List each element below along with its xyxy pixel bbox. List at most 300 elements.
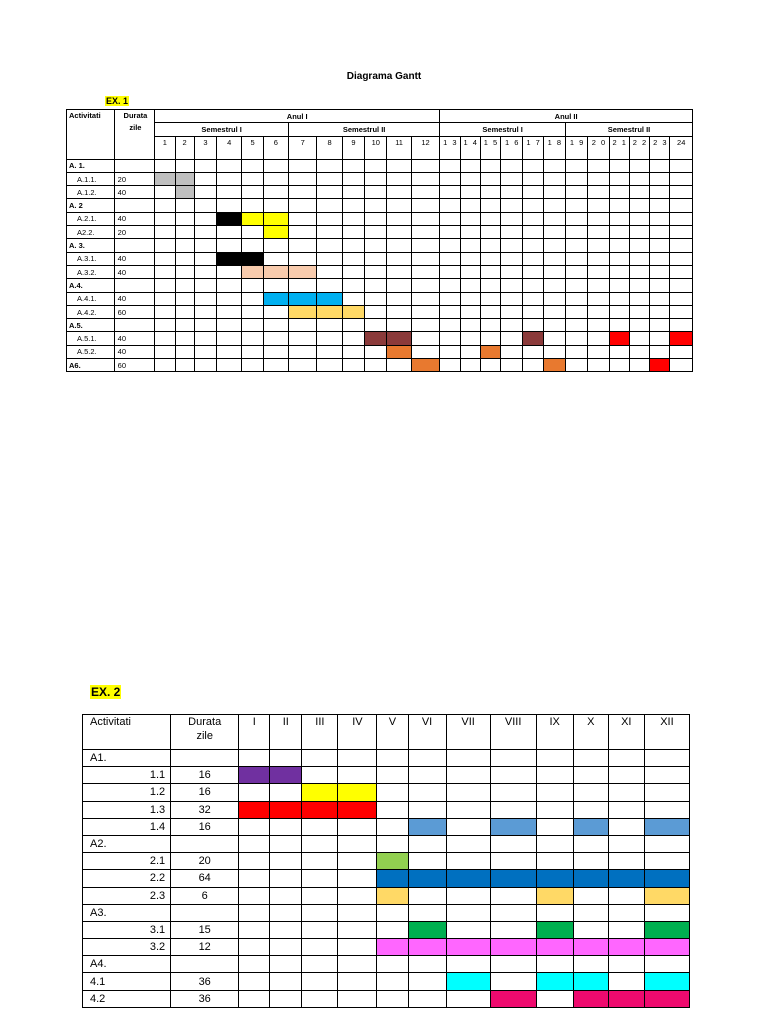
gantt-empty-cell bbox=[263, 239, 288, 252]
gantt-empty-cell bbox=[543, 345, 565, 358]
gantt-empty-cell bbox=[411, 172, 439, 185]
gantt-empty-cell bbox=[588, 199, 609, 212]
gantt-empty-cell bbox=[342, 292, 364, 305]
col-header-activity: Activitati bbox=[67, 110, 115, 160]
gantt-bar-cell bbox=[644, 973, 689, 990]
gantt-empty-cell bbox=[302, 921, 338, 938]
gantt-empty-cell bbox=[644, 904, 689, 921]
month-header: 5 bbox=[242, 136, 263, 159]
gantt-empty-cell bbox=[629, 159, 649, 172]
gantt-empty-cell bbox=[175, 319, 194, 332]
gantt-empty-cell bbox=[365, 305, 387, 318]
gantt-bar-cell bbox=[377, 870, 408, 887]
gantt-empty-cell bbox=[670, 252, 693, 265]
gantt-empty-cell bbox=[377, 818, 408, 835]
gantt-empty-cell bbox=[460, 212, 480, 225]
activity-label: A.4. bbox=[67, 279, 115, 292]
gantt-bar-cell bbox=[536, 870, 573, 887]
gantt-empty-cell bbox=[217, 279, 242, 292]
duration-cell bbox=[114, 319, 155, 332]
gantt-bar-cell bbox=[338, 801, 377, 818]
gantt-empty-cell bbox=[317, 319, 342, 332]
duration-cell: 36 bbox=[171, 990, 239, 1007]
gantt-empty-cell bbox=[608, 887, 644, 904]
gantt-empty-cell bbox=[523, 252, 543, 265]
gantt-empty-cell bbox=[440, 239, 460, 252]
gantt-empty-cell bbox=[302, 853, 338, 870]
gantt-empty-cell bbox=[650, 279, 670, 292]
gantt-empty-cell bbox=[242, 292, 263, 305]
gantt-empty-cell bbox=[480, 226, 500, 239]
ex1-activity-row bbox=[67, 172, 693, 185]
gantt-empty-cell bbox=[629, 252, 649, 265]
month-header: II bbox=[270, 715, 302, 750]
gantt-empty-cell bbox=[629, 212, 649, 225]
gantt-empty-cell bbox=[670, 292, 693, 305]
duration-cell: 40 bbox=[114, 212, 155, 225]
gantt-empty-cell bbox=[175, 345, 194, 358]
gantt-empty-cell bbox=[289, 239, 317, 252]
gantt-empty-cell bbox=[650, 319, 670, 332]
month-header: 2 0 bbox=[588, 136, 609, 159]
gantt-table-ex1 bbox=[66, 109, 693, 372]
gantt-empty-cell bbox=[270, 750, 302, 767]
exercise-1-label: EX. 1 bbox=[106, 96, 129, 106]
activity-label: 1.3 bbox=[83, 801, 171, 818]
gantt-empty-cell bbox=[565, 265, 587, 278]
gantt-empty-cell bbox=[408, 750, 446, 767]
gantt-empty-cell bbox=[523, 212, 543, 225]
gantt-empty-cell bbox=[501, 345, 523, 358]
gantt-bar-cell bbox=[289, 305, 317, 318]
activity-label: A.3.2. bbox=[67, 265, 115, 278]
gantt-empty-cell bbox=[501, 279, 523, 292]
gantt-empty-cell bbox=[608, 921, 644, 938]
month-header: 6 bbox=[263, 136, 288, 159]
gantt-empty-cell bbox=[480, 199, 500, 212]
gantt-empty-cell bbox=[588, 172, 609, 185]
gantt-bar-cell bbox=[670, 332, 693, 345]
col-header-duration: Durata zile bbox=[171, 715, 239, 750]
gantt-empty-cell bbox=[480, 305, 500, 318]
ex2-activity-row bbox=[83, 956, 690, 973]
duration-cell bbox=[171, 904, 239, 921]
activity-label: 2.2 bbox=[83, 870, 171, 887]
gantt-empty-cell bbox=[629, 265, 649, 278]
month-header: 2 2 bbox=[629, 136, 649, 159]
gantt-empty-cell bbox=[460, 319, 480, 332]
gantt-empty-cell bbox=[217, 332, 242, 345]
year-header: Anul II bbox=[440, 110, 693, 123]
gantt-empty-cell bbox=[365, 159, 387, 172]
gantt-empty-cell bbox=[644, 853, 689, 870]
gantt-empty-cell bbox=[263, 186, 288, 199]
gantt-empty-cell bbox=[387, 212, 411, 225]
gantt-empty-cell bbox=[411, 332, 439, 345]
gantt-empty-cell bbox=[536, 750, 573, 767]
duration-cell: 40 bbox=[114, 186, 155, 199]
gantt-bar-cell bbox=[573, 939, 608, 956]
gantt-empty-cell bbox=[650, 252, 670, 265]
gantt-empty-cell bbox=[543, 292, 565, 305]
gantt-bar-cell bbox=[490, 818, 536, 835]
gantt-empty-cell bbox=[523, 199, 543, 212]
gantt-bar-cell bbox=[175, 172, 194, 185]
gantt-bar-cell bbox=[217, 252, 242, 265]
gantt-empty-cell bbox=[217, 199, 242, 212]
gantt-bar-cell bbox=[242, 212, 263, 225]
gantt-bar-cell bbox=[377, 939, 408, 956]
gantt-empty-cell bbox=[440, 265, 460, 278]
gantt-empty-cell bbox=[501, 305, 523, 318]
gantt-empty-cell bbox=[377, 835, 408, 852]
gantt-empty-cell bbox=[446, 921, 490, 938]
gantt-bar-cell bbox=[480, 345, 500, 358]
activity-label: A.4.2. bbox=[67, 305, 115, 318]
gantt-empty-cell bbox=[629, 305, 649, 318]
gantt-empty-cell bbox=[289, 172, 317, 185]
gantt-empty-cell bbox=[609, 212, 629, 225]
gantt-empty-cell bbox=[501, 332, 523, 345]
duration-cell: 40 bbox=[114, 252, 155, 265]
month-header: X bbox=[573, 715, 608, 750]
gantt-empty-cell bbox=[365, 265, 387, 278]
gantt-bar-cell bbox=[608, 939, 644, 956]
duration-cell bbox=[114, 279, 155, 292]
gantt-empty-cell bbox=[411, 305, 439, 318]
month-header: VII bbox=[446, 715, 490, 750]
gantt-empty-cell bbox=[608, 818, 644, 835]
gantt-empty-cell bbox=[565, 292, 587, 305]
gantt-empty-cell bbox=[194, 292, 216, 305]
gantt-empty-cell bbox=[670, 319, 693, 332]
gantt-empty-cell bbox=[543, 305, 565, 318]
gantt-empty-cell bbox=[670, 186, 693, 199]
gantt-empty-cell bbox=[608, 853, 644, 870]
gantt-empty-cell bbox=[263, 359, 288, 372]
gantt-empty-cell bbox=[239, 870, 270, 887]
gantt-empty-cell bbox=[317, 265, 342, 278]
gantt-empty-cell bbox=[338, 887, 377, 904]
gantt-empty-cell bbox=[194, 186, 216, 199]
gantt-empty-cell bbox=[289, 159, 317, 172]
month-header: 1 6 bbox=[501, 136, 523, 159]
gantt-empty-cell bbox=[573, 767, 608, 784]
gantt-empty-cell bbox=[302, 939, 338, 956]
gantt-bar-cell bbox=[270, 801, 302, 818]
gantt-empty-cell bbox=[670, 305, 693, 318]
gantt-empty-cell bbox=[523, 172, 543, 185]
gantt-empty-cell bbox=[338, 973, 377, 990]
gantt-empty-cell bbox=[365, 292, 387, 305]
gantt-empty-cell bbox=[490, 904, 536, 921]
ex1-activity-row bbox=[67, 345, 693, 358]
gantt-empty-cell bbox=[289, 186, 317, 199]
ex1-activity-row bbox=[67, 319, 693, 332]
gantt-empty-cell bbox=[194, 279, 216, 292]
ex1-activity-row bbox=[67, 292, 693, 305]
gantt-empty-cell bbox=[440, 226, 460, 239]
gantt-empty-cell bbox=[480, 292, 500, 305]
activity-label: 1.4 bbox=[83, 818, 171, 835]
gantt-empty-cell bbox=[342, 252, 364, 265]
gantt-empty-cell bbox=[387, 265, 411, 278]
semester-header: Semestrul II bbox=[565, 123, 692, 136]
gantt-empty-cell bbox=[194, 199, 216, 212]
gantt-empty-cell bbox=[588, 159, 609, 172]
gantt-empty-cell bbox=[446, 750, 490, 767]
gantt-empty-cell bbox=[338, 921, 377, 938]
gantt-empty-cell bbox=[194, 252, 216, 265]
gantt-empty-cell bbox=[365, 345, 387, 358]
duration-cell: 16 bbox=[171, 818, 239, 835]
gantt-empty-cell bbox=[317, 332, 342, 345]
gantt-empty-cell bbox=[302, 990, 338, 1007]
gantt-empty-cell bbox=[440, 279, 460, 292]
gantt-empty-cell bbox=[460, 359, 480, 372]
gantt-empty-cell bbox=[501, 212, 523, 225]
gantt-empty-cell bbox=[460, 265, 480, 278]
activity-label: A2. bbox=[83, 835, 171, 852]
gantt-empty-cell bbox=[365, 279, 387, 292]
gantt-empty-cell bbox=[194, 226, 216, 239]
activity-label: A. 1. bbox=[67, 159, 115, 172]
gantt-bar-cell bbox=[338, 784, 377, 801]
gantt-empty-cell bbox=[650, 159, 670, 172]
gantt-empty-cell bbox=[342, 332, 364, 345]
gantt-bar-cell bbox=[644, 990, 689, 1007]
gantt-bar-cell bbox=[317, 305, 342, 318]
gantt-bar-cell bbox=[377, 887, 408, 904]
gantt-empty-cell bbox=[175, 239, 194, 252]
gantt-empty-cell bbox=[573, 921, 608, 938]
gantt-empty-cell bbox=[480, 186, 500, 199]
gantt-empty-cell bbox=[239, 784, 270, 801]
gantt-empty-cell bbox=[289, 199, 317, 212]
gantt-empty-cell bbox=[644, 784, 689, 801]
gantt-empty-cell bbox=[242, 332, 263, 345]
gantt-empty-cell bbox=[194, 265, 216, 278]
gantt-empty-cell bbox=[342, 359, 364, 372]
gantt-bar-cell bbox=[270, 767, 302, 784]
gantt-empty-cell bbox=[480, 252, 500, 265]
gantt-empty-cell bbox=[342, 319, 364, 332]
gantt-empty-cell bbox=[217, 172, 242, 185]
gantt-empty-cell bbox=[609, 305, 629, 318]
gantt-empty-cell bbox=[317, 212, 342, 225]
gantt-table-ex2 bbox=[82, 714, 690, 1008]
ex1-activity-row bbox=[67, 252, 693, 265]
gantt-empty-cell bbox=[460, 345, 480, 358]
gantt-empty-cell bbox=[523, 345, 543, 358]
gantt-empty-cell bbox=[155, 186, 175, 199]
gantt-empty-cell bbox=[490, 767, 536, 784]
activity-label: A1. bbox=[83, 750, 171, 767]
gantt-empty-cell bbox=[194, 332, 216, 345]
gantt-empty-cell bbox=[217, 305, 242, 318]
gantt-empty-cell bbox=[408, 973, 446, 990]
gantt-empty-cell bbox=[263, 305, 288, 318]
ex1-activity-row bbox=[67, 332, 693, 345]
gantt-empty-cell bbox=[609, 252, 629, 265]
month-header: III bbox=[302, 715, 338, 750]
gantt-empty-cell bbox=[408, 956, 446, 973]
gantt-empty-cell bbox=[289, 319, 317, 332]
gantt-empty-cell bbox=[565, 345, 587, 358]
gantt-empty-cell bbox=[270, 990, 302, 1007]
gantt-empty-cell bbox=[573, 853, 608, 870]
gantt-empty-cell bbox=[609, 186, 629, 199]
gantt-empty-cell bbox=[175, 252, 194, 265]
gantt-empty-cell bbox=[302, 904, 338, 921]
gantt-empty-cell bbox=[501, 292, 523, 305]
gantt-empty-cell bbox=[588, 305, 609, 318]
ex1-activity-row bbox=[67, 159, 693, 172]
month-header: 4 bbox=[217, 136, 242, 159]
gantt-empty-cell bbox=[338, 750, 377, 767]
gantt-empty-cell bbox=[217, 239, 242, 252]
gantt-empty-cell bbox=[242, 305, 263, 318]
gantt-bar-cell bbox=[644, 939, 689, 956]
gantt-empty-cell bbox=[317, 186, 342, 199]
gantt-empty-cell bbox=[217, 226, 242, 239]
gantt-empty-cell bbox=[411, 319, 439, 332]
gantt-bar-cell bbox=[302, 801, 338, 818]
gantt-empty-cell bbox=[543, 199, 565, 212]
gantt-empty-cell bbox=[460, 199, 480, 212]
gantt-empty-cell bbox=[194, 172, 216, 185]
gantt-bar-cell bbox=[536, 921, 573, 938]
gantt-empty-cell bbox=[565, 239, 587, 252]
gantt-bar-cell bbox=[242, 265, 263, 278]
gantt-empty-cell bbox=[377, 956, 408, 973]
gantt-empty-cell bbox=[446, 818, 490, 835]
gantt-empty-cell bbox=[377, 784, 408, 801]
gantt-empty-cell bbox=[239, 887, 270, 904]
gantt-empty-cell bbox=[342, 159, 364, 172]
gantt-empty-cell bbox=[650, 239, 670, 252]
gantt-empty-cell bbox=[650, 212, 670, 225]
month-header: 24 bbox=[670, 136, 693, 159]
gantt-empty-cell bbox=[338, 904, 377, 921]
gantt-empty-cell bbox=[289, 345, 317, 358]
gantt-empty-cell bbox=[543, 252, 565, 265]
gantt-empty-cell bbox=[446, 784, 490, 801]
activity-label: A.2.1. bbox=[67, 212, 115, 225]
gantt-empty-cell bbox=[609, 172, 629, 185]
gantt-empty-cell bbox=[609, 292, 629, 305]
activity-label: 1.2 bbox=[83, 784, 171, 801]
gantt-bar-cell bbox=[536, 973, 573, 990]
gantt-empty-cell bbox=[460, 332, 480, 345]
gantt-empty-cell bbox=[155, 359, 175, 372]
gantt-empty-cell bbox=[217, 345, 242, 358]
gantt-bar-cell bbox=[573, 818, 608, 835]
activity-label: 3.1 bbox=[83, 921, 171, 938]
gantt-empty-cell bbox=[490, 750, 536, 767]
gantt-empty-cell bbox=[239, 990, 270, 1007]
gantt-empty-cell bbox=[377, 973, 408, 990]
gantt-empty-cell bbox=[543, 239, 565, 252]
month-header: 2 bbox=[175, 136, 194, 159]
gantt-empty-cell bbox=[263, 319, 288, 332]
gantt-empty-cell bbox=[239, 835, 270, 852]
gantt-empty-cell bbox=[155, 345, 175, 358]
gantt-empty-cell bbox=[242, 279, 263, 292]
duration-cell bbox=[114, 199, 155, 212]
gantt-empty-cell bbox=[588, 226, 609, 239]
gantt-bar-cell bbox=[490, 990, 536, 1007]
gantt-empty-cell bbox=[609, 279, 629, 292]
gantt-empty-cell bbox=[317, 252, 342, 265]
duration-cell: 16 bbox=[171, 767, 239, 784]
gantt-empty-cell bbox=[460, 226, 480, 239]
activity-label: 4.2 bbox=[83, 990, 171, 1007]
gantt-empty-cell bbox=[270, 939, 302, 956]
gantt-empty-cell bbox=[387, 172, 411, 185]
gantt-empty-cell bbox=[387, 292, 411, 305]
activity-label: A6. bbox=[67, 359, 115, 372]
gantt-empty-cell bbox=[377, 990, 408, 1007]
gantt-empty-cell bbox=[377, 921, 408, 938]
header-row-months bbox=[67, 136, 693, 159]
gantt-empty-cell bbox=[446, 835, 490, 852]
col-header-activity: Activitati bbox=[83, 715, 171, 750]
gantt-empty-cell bbox=[270, 904, 302, 921]
gantt-empty-cell bbox=[411, 345, 439, 358]
activity-label: 4.1 bbox=[83, 973, 171, 990]
gantt-empty-cell bbox=[460, 292, 480, 305]
gantt-empty-cell bbox=[670, 359, 693, 372]
gantt-bar-cell bbox=[365, 332, 387, 345]
gantt-empty-cell bbox=[440, 212, 460, 225]
duration-cell bbox=[171, 835, 239, 852]
gantt-empty-cell bbox=[387, 252, 411, 265]
gantt-empty-cell bbox=[565, 159, 587, 172]
gantt-empty-cell bbox=[650, 332, 670, 345]
ex2-activity-row bbox=[83, 801, 690, 818]
gantt-empty-cell bbox=[365, 199, 387, 212]
gantt-bar-cell bbox=[573, 990, 608, 1007]
gantt-empty-cell bbox=[270, 870, 302, 887]
gantt-empty-cell bbox=[342, 212, 364, 225]
gantt-empty-cell bbox=[573, 887, 608, 904]
duration-cell: 60 bbox=[114, 359, 155, 372]
gantt-empty-cell bbox=[289, 252, 317, 265]
gantt-empty-cell bbox=[377, 767, 408, 784]
gantt-empty-cell bbox=[629, 199, 649, 212]
gantt-empty-cell bbox=[338, 853, 377, 870]
gantt-empty-cell bbox=[270, 956, 302, 973]
gantt-empty-cell bbox=[411, 186, 439, 199]
gantt-empty-cell bbox=[239, 750, 270, 767]
duration-cell: 64 bbox=[171, 870, 239, 887]
gantt-empty-cell bbox=[440, 186, 460, 199]
gantt-empty-cell bbox=[588, 359, 609, 372]
gantt-empty-cell bbox=[573, 784, 608, 801]
gantt-bar-cell bbox=[609, 332, 629, 345]
gantt-empty-cell bbox=[490, 801, 536, 818]
gantt-empty-cell bbox=[317, 239, 342, 252]
gantt-empty-cell bbox=[480, 212, 500, 225]
gantt-empty-cell bbox=[536, 990, 573, 1007]
gantt-empty-cell bbox=[387, 239, 411, 252]
gantt-empty-cell bbox=[365, 226, 387, 239]
month-header: 12 bbox=[411, 136, 439, 159]
activity-label: A2.2. bbox=[67, 226, 115, 239]
gantt-empty-cell bbox=[573, 835, 608, 852]
gantt-empty-cell bbox=[155, 319, 175, 332]
